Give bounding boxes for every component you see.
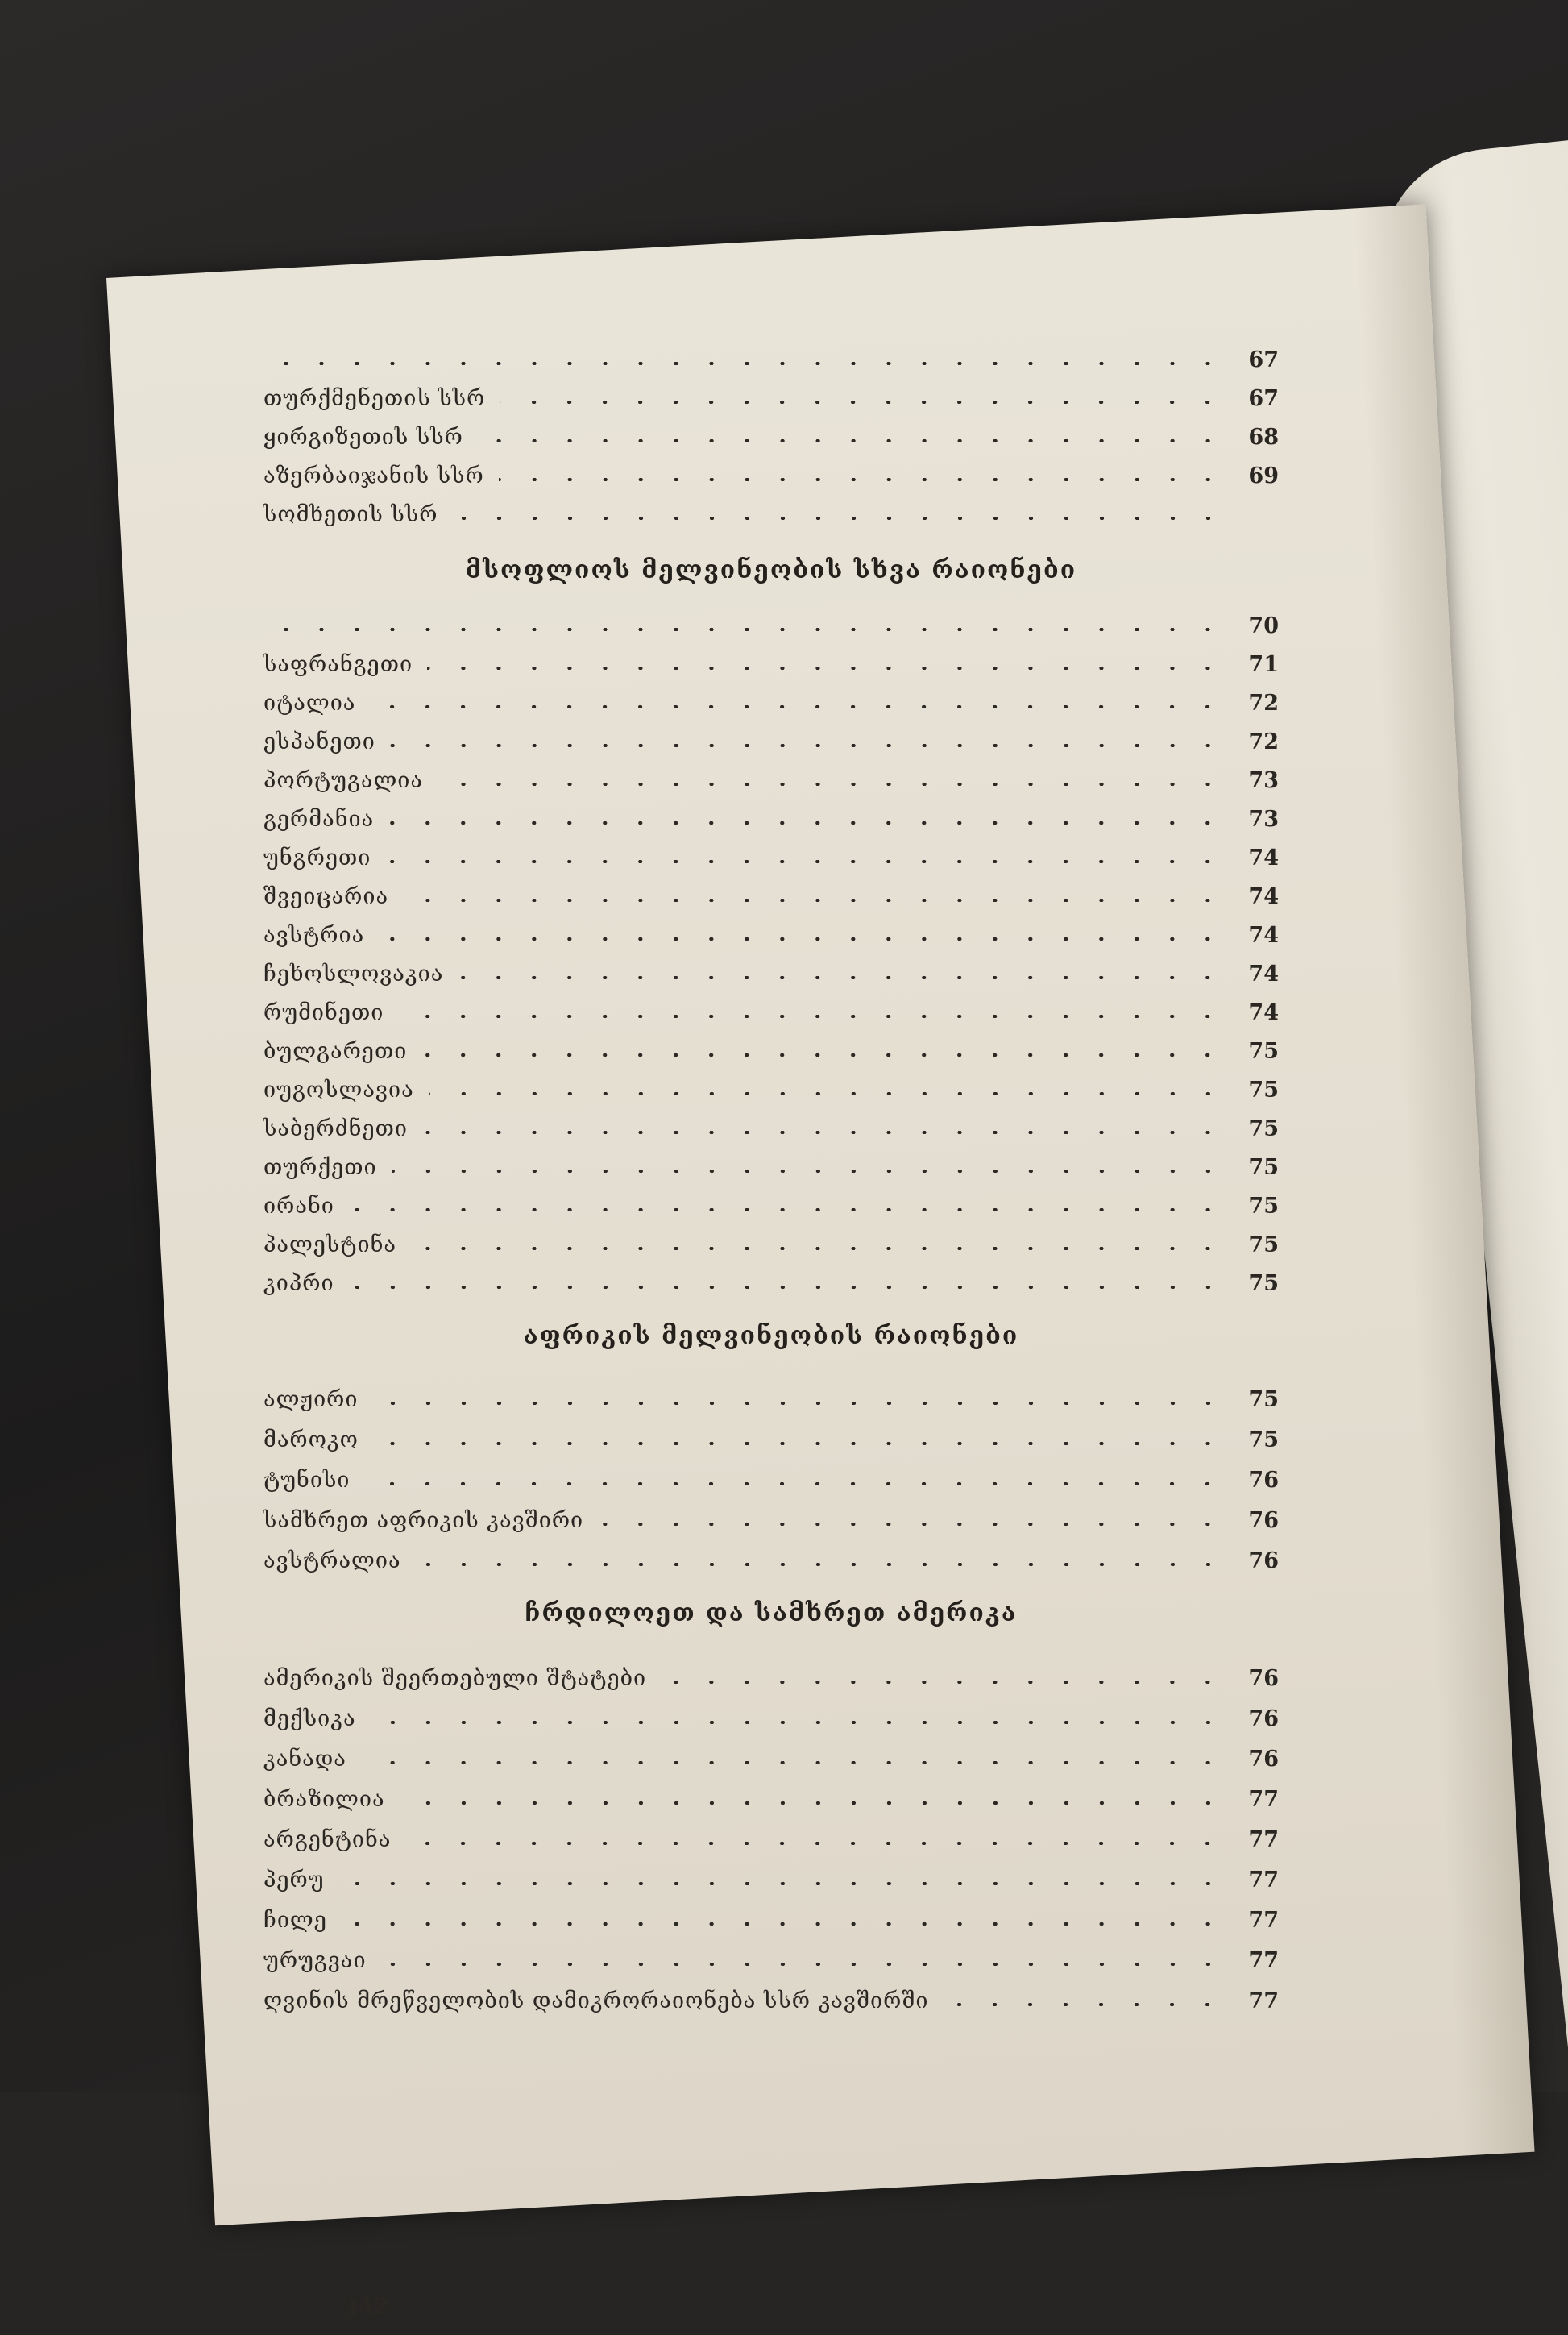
toc-entry	[263, 877, 1279, 909]
toc-entry	[263, 1699, 1279, 1731]
toc-entry-title: ამერიკის შეერთებული შტატები	[263, 1666, 647, 1691]
toc-entry-title: ავსტრია	[263, 923, 365, 948]
dot-leader	[405, 1842, 1226, 1845]
toc-entry-page: 75	[1248, 1387, 1279, 1412]
toc-entry	[263, 1541, 1279, 1573]
toc-entry-page: 67	[1248, 347, 1279, 372]
dot-leader	[478, 439, 1226, 442]
toc-entry-title: შვეიცარია	[263, 884, 389, 909]
dot-leader	[427, 667, 1226, 670]
toc-entry-page: 77	[1248, 1868, 1279, 1893]
toc-entry	[263, 1070, 1279, 1103]
toc-entry	[263, 1109, 1279, 1141]
dot-leader	[388, 821, 1226, 825]
dot-leader	[598, 1523, 1226, 1526]
toc-entry-title: იტალია	[263, 691, 356, 716]
toc-entry-title: სომხეთის სსრ	[263, 502, 438, 527]
toc-entry-page: 68	[1248, 425, 1279, 450]
toc-entry-title: ჩეხოსლოვაკია	[263, 962, 444, 987]
toc-entry	[263, 1225, 1279, 1257]
dot-leader	[421, 1053, 1226, 1057]
toc-entry-page: 76	[1248, 1468, 1279, 1493]
dot-leader	[453, 517, 1226, 520]
toc-entry-page: 74	[1248, 923, 1279, 948]
toc-entry	[263, 1659, 1279, 1691]
toc-entry	[263, 606, 1279, 638]
toc-entry-page: 70	[1248, 613, 1279, 638]
toc-entry-page: 75	[1248, 1271, 1279, 1296]
dot-leader	[349, 1208, 1226, 1211]
toc-entry-page: 71	[1248, 652, 1279, 678]
dot-leader	[342, 1922, 1226, 1926]
section-heading: ჩრდილოეთ და სამხრეთ ამერიკა	[525, 1599, 1018, 1627]
toc-entry-page: 73	[1248, 807, 1279, 832]
toc-entry-page: 75	[1248, 1039, 1279, 1064]
dot-leader	[361, 1761, 1226, 1764]
toc-entry-title: ურუგვაი	[263, 1948, 367, 1973]
toc-entry	[263, 340, 1279, 372]
toc-entry	[263, 456, 1279, 488]
toc-entry	[263, 683, 1279, 716]
dot-leader	[499, 478, 1226, 481]
dot-leader	[661, 1681, 1226, 1684]
toc-entry-title: მაროკო	[263, 1427, 359, 1452]
dot-leader	[370, 705, 1226, 708]
dot-leader	[339, 1882, 1226, 1885]
toc-entry-title: იუგოსლავია	[263, 1078, 414, 1103]
toc-entry	[263, 954, 1279, 987]
toc-entry-page: 77	[1248, 1948, 1279, 1973]
toc-entry	[263, 1420, 1279, 1452]
dot-leader	[398, 1015, 1226, 1018]
dot-leader	[416, 1563, 1226, 1566]
toc-entry-page: 75	[1248, 1116, 1279, 1141]
toc-entry-page: 69	[1248, 463, 1279, 488]
toc-entry-title: თურქეთი	[263, 1155, 377, 1180]
toc-entry-title: ავსტრალია	[263, 1548, 401, 1573]
toc-entry	[263, 1941, 1279, 1973]
toc-entry-page: 72	[1248, 729, 1279, 754]
dot-leader	[500, 401, 1226, 404]
toc-entry-page: 77	[1248, 1908, 1279, 1933]
toc-entry-title: თურქმენეთის სსრ	[263, 386, 486, 411]
toc-entry-title: პერუ	[263, 1868, 325, 1893]
toc-entry	[263, 800, 1279, 832]
toc-entry-page: 75	[1248, 1427, 1279, 1452]
book-page	[106, 204, 1535, 2322]
toc-entry-title: ღვინის მრეწველობის დამიკრორაიონება სსრ კავშირში	[263, 1988, 929, 2013]
toc-entry-title: პორტუგალია	[263, 768, 423, 793]
toc-entry	[263, 916, 1279, 948]
section-heading: მსოფლიოს მელვინეობის სხვა რაიონები	[465, 556, 1077, 584]
toc-entry-title: ბრაზილია	[263, 1787, 385, 1812]
toc-entry-page: 74	[1248, 962, 1279, 987]
table-of-contents	[106, 278, 1428, 2229]
toc-entry	[263, 379, 1279, 411]
toc-entry-title: უნგრეთი	[263, 846, 371, 870]
toc-entry-page: 76	[1248, 1706, 1279, 1731]
toc-entry-title: ჩილე	[263, 1908, 327, 1933]
dot-leader	[278, 628, 1226, 631]
toc-entry-page: 76	[1248, 1666, 1279, 1691]
dot-leader	[390, 744, 1226, 747]
toc-entry-title: აზერბაიჯანის სსრ	[263, 463, 484, 488]
toc-entry-title: ირანი	[263, 1194, 334, 1219]
dot-leader	[385, 860, 1226, 863]
toc-entry	[263, 1501, 1279, 1533]
dot-leader	[458, 976, 1226, 979]
toc-entry-page: 76	[1248, 1747, 1279, 1772]
toc-entry-title: გერმანია	[263, 807, 375, 832]
dot-leader	[371, 1721, 1226, 1724]
toc-entry-title: კანადა	[263, 1747, 346, 1772]
dot-leader	[392, 1170, 1226, 1173]
toc-entry-page: 77	[1248, 1787, 1279, 1812]
section-heading: აფრიკის მელვინეობის რაიონები	[523, 1322, 1019, 1350]
toc-entry	[263, 495, 1279, 527]
toc-entry-page: 77	[1248, 1988, 1279, 2013]
toc-entry-page: 74	[1248, 846, 1279, 870]
toc-entry-title: საბერძნეთი	[263, 1116, 408, 1141]
toc-entry	[263, 1901, 1279, 1933]
toc-entry-page: 76	[1248, 1508, 1279, 1533]
dot-leader	[364, 1482, 1226, 1485]
toc-entry	[263, 1460, 1279, 1493]
toc-entry-page: 73	[1248, 768, 1279, 793]
toc-entry	[263, 645, 1279, 677]
toc-entry	[263, 1780, 1279, 1812]
toc-entry-title: საფრანგეთი	[263, 652, 413, 677]
toc-entry-page: 75	[1248, 1194, 1279, 1219]
dot-leader	[403, 899, 1226, 902]
dot-leader	[381, 1963, 1226, 1966]
toc-entry-title: ესპანეთი	[263, 729, 375, 754]
dot-leader	[373, 1402, 1226, 1405]
dot-leader	[373, 1442, 1226, 1445]
toc-entry	[263, 1860, 1279, 1893]
dot-leader	[411, 1247, 1226, 1250]
toc-entry-title: არგენტინა	[263, 1827, 392, 1852]
toc-entry-title: ალჟირი	[263, 1387, 359, 1412]
toc-entry-page: 74	[1248, 884, 1279, 909]
toc-entry-page: 76	[1248, 1548, 1279, 1573]
toc-entry	[263, 1820, 1279, 1852]
toc-entry-title: სამხრეთ აფრიკის კავშირი	[263, 1508, 584, 1533]
toc-entry-title: მექსიკა	[263, 1706, 356, 1731]
toc-entry	[263, 1981, 1279, 2013]
toc-entry-title: ბულგარეთი	[263, 1039, 408, 1064]
toc-entry-page: 72	[1248, 691, 1279, 716]
dot-leader	[400, 1801, 1226, 1805]
toc-entry-title: კიპრი	[263, 1271, 334, 1296]
dot-leader	[278, 362, 1226, 365]
toc-entry	[263, 1264, 1279, 1296]
toc-entry	[263, 761, 1279, 793]
toc-entry	[263, 1032, 1279, 1064]
toc-entry	[263, 1739, 1279, 1772]
toc-entry-page: 77	[1248, 1827, 1279, 1852]
dot-leader	[422, 1131, 1226, 1134]
dot-leader	[379, 937, 1226, 941]
toc-entry-page: 74	[1248, 1000, 1279, 1025]
toc-entry-title: ტუნისი	[263, 1468, 351, 1493]
toc-entry	[263, 993, 1279, 1025]
dot-leader	[349, 1286, 1226, 1289]
toc-entry	[263, 838, 1279, 870]
toc-entry	[263, 418, 1279, 450]
toc-entry-page: 75	[1248, 1232, 1279, 1257]
toc-entry	[263, 1148, 1279, 1180]
toc-entry	[263, 722, 1279, 754]
dot-leader	[429, 1092, 1226, 1095]
page-number: 342	[342, 2292, 391, 2322]
dot-leader	[438, 783, 1226, 786]
toc-entry-page: 75	[1248, 1155, 1279, 1180]
toc-entry-page: 75	[1248, 1078, 1279, 1103]
dot-leader	[943, 2003, 1226, 2006]
toc-entry-title: რუმინეთი	[263, 1000, 384, 1025]
toc-entry-page: 67	[1248, 386, 1279, 411]
toc-entry	[263, 1380, 1279, 1412]
toc-entry	[263, 1186, 1279, 1219]
toc-entry-title: პალესტინა	[263, 1232, 397, 1257]
toc-entry-title: ყირგიზეთის სსრ	[263, 425, 463, 450]
